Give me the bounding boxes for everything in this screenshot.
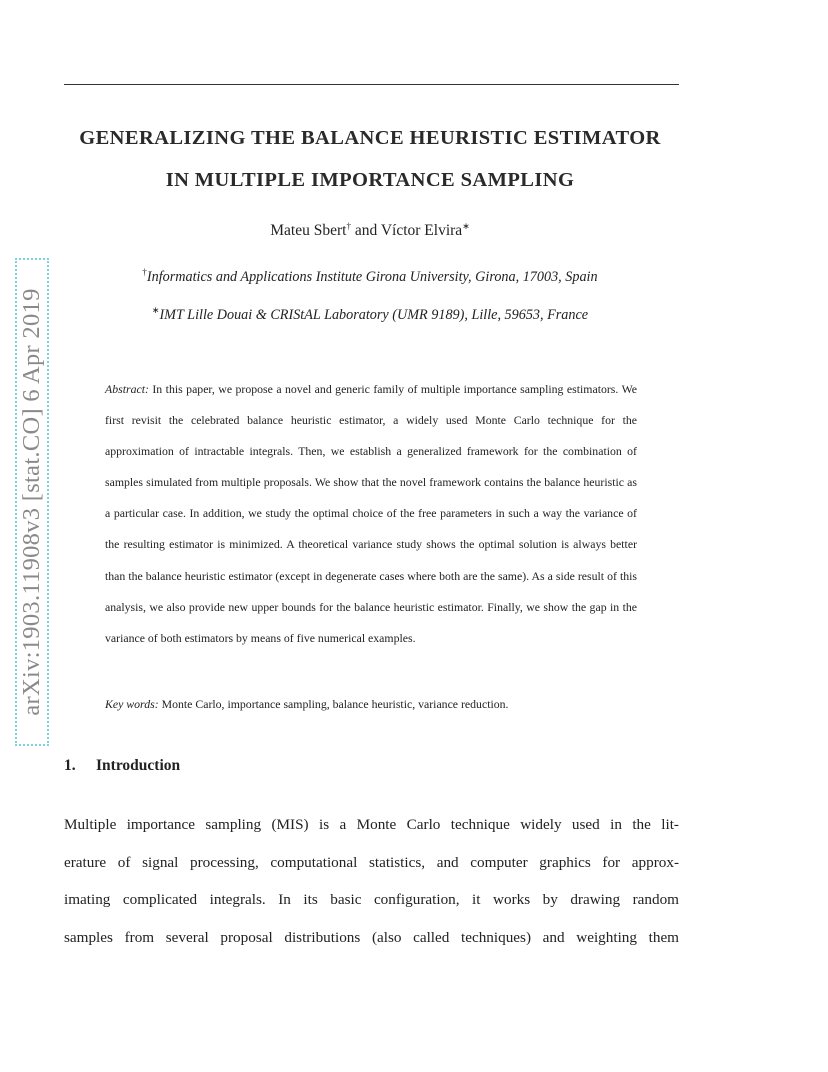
paper-title-line-2: IN MULTIPLE IMPORTANCE SAMPLING <box>165 169 575 191</box>
abstract-label: Abstract: <box>105 382 149 396</box>
keywords <box>105 697 645 712</box>
introduction-paragraph <box>64 806 679 956</box>
section-number: 1. <box>64 757 76 774</box>
keywords-label: Key words: <box>105 697 159 711</box>
affiliation-text: IMT Lille Douai & CRIStAL Laboratory (UMR 9189), Lille, 59653, France <box>159 307 589 323</box>
author-connector: and <box>350 222 381 239</box>
affiliation-text: Informatics and Applications Institute Girona University, Girona, 17003, Spain <box>146 269 598 285</box>
section-title: Introduction <box>96 757 181 774</box>
affiliation-mark: † <box>142 267 147 277</box>
arxiv-stamp[interactable]: arXiv:1903.11908v3 [stat.CO] 6 Apr 2019 <box>18 288 45 716</box>
top-rule <box>64 84 679 85</box>
keywords-text: Monte Carlo, importance sampling, balance heuristic, variance reduction. <box>161 697 509 711</box>
paper-title-line-1: GENERALIZING THE BALANCE HEURISTIC ESTIMATOR <box>79 127 661 149</box>
abstract <box>105 374 637 654</box>
text-line: samples from several proposal distributions (also called techniques) and weighting them <box>64 928 679 946</box>
abstract-text: In this paper, we propose a novel and generic family of multiple importance sampling estimators. We first revisit the celebrated balance heuristic estimator, a widely used Monte Carlo technique for the approximation of intractable integrals. Then, we establish a generalized framework for the combination of samples simulated from multiple proposals. We show that the novel framework contains the balance heuristic as a particular case. In addition, we study the optimal choice of the free parameters in such a way the variance of the resulting estimator is minimized. A theoretical variance study shows the optimal solution is always better than the balance heuristic estimator (except in degenerate cases where both are the same). As a side result of this analysis, we also provide new upper bounds for the balance heuristic estimator. Finally, we show the gap in the variance of both estimators by means of five numerical examples. <box>105 382 638 645</box>
author-name: Víctor Elvira <box>380 222 463 239</box>
author-name: Mateu Sbert <box>270 222 347 239</box>
affiliation <box>40 267 700 286</box>
text-line: erature of signal processing, computational statistics, and computer graphics for approx- <box>64 853 679 871</box>
affiliation-mark: ∗ <box>151 305 160 315</box>
affiliation-mark: † <box>346 221 351 231</box>
text-line: Multiple importance sampling (MIS) is a Monte Carlo technique widely used in the lit- <box>64 816 679 833</box>
affiliation-mark: ∗ <box>462 221 470 231</box>
authors <box>40 221 700 240</box>
section-heading <box>64 757 180 775</box>
text-line: imating complicated integrals. In its basic configuration, it works by drawing random <box>64 891 679 908</box>
affiliation <box>40 305 700 324</box>
